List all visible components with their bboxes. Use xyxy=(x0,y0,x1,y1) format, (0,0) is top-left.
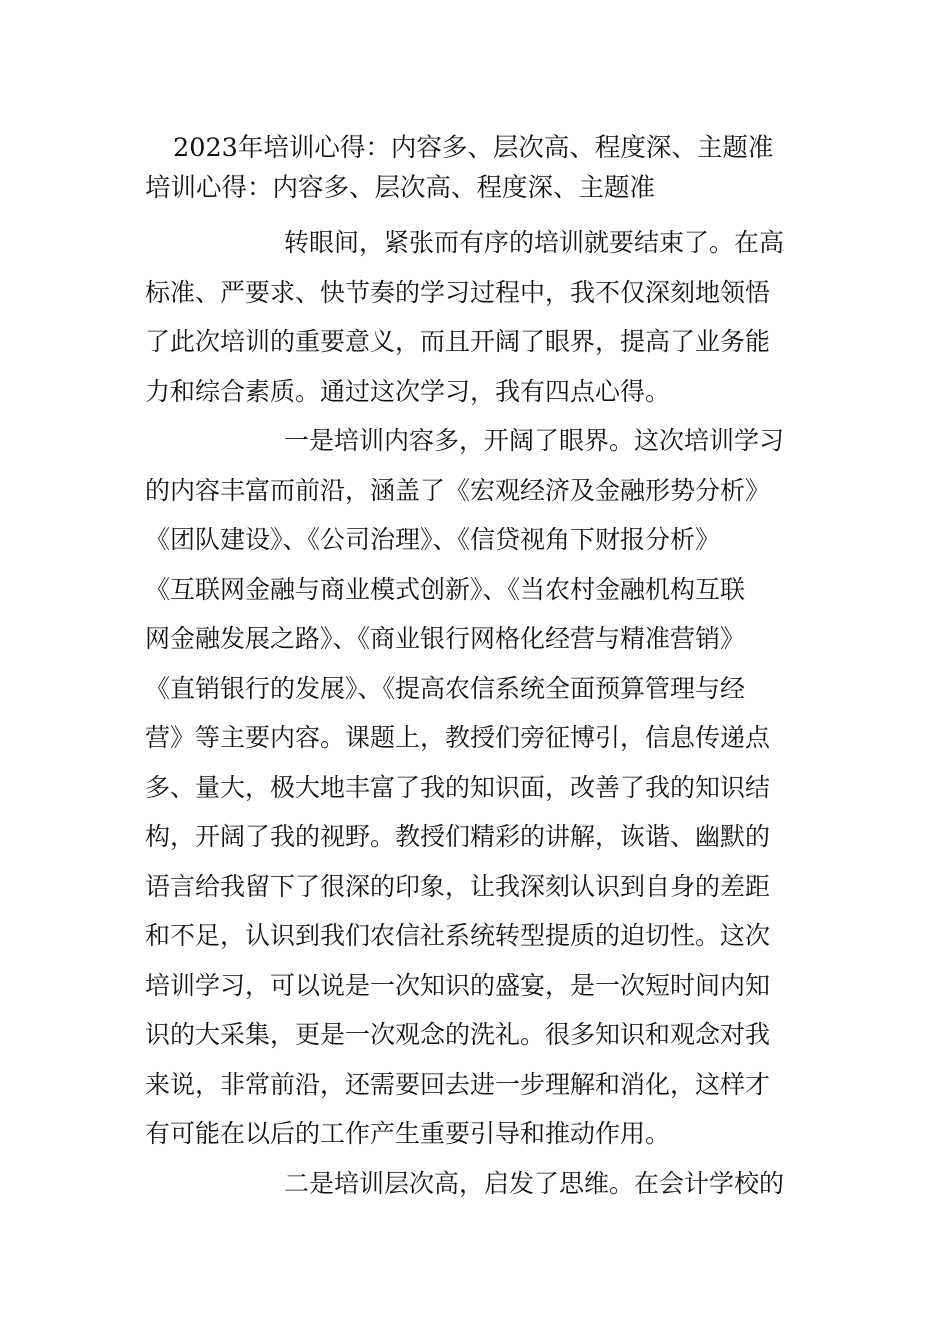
paragraph-line: 的内容丰富而前沿，涵盖了《宏观经济及金融形势分析》 xyxy=(145,475,771,505)
document-title: 2023年培训心得：内容多、层次高、程度深、主题准 xyxy=(173,133,774,163)
paragraph-line: 转眼间，紧张而有序的培训就要结束了。在高 xyxy=(284,228,785,257)
paragraph-line: 培训学习，可以说是一次知识的盛宴，是一次短时间内知 xyxy=(145,970,771,1000)
paragraph-line: 有可能在以后的工作产生重要引导和推动作用。 xyxy=(145,1119,671,1148)
paragraph-line: 来说，非常前沿，还需要回去进一步理解和消化，这样才 xyxy=(145,1069,771,1099)
paragraph-line: 构，开阔了我的视野。教授们精彩的讲解，诙谐、幽默的 xyxy=(145,822,771,851)
paragraph-point-two xyxy=(145,1159,809,1209)
paragraph-line: 《直销银行的发展》、《提高农信系统全面预算管理与经 xyxy=(145,673,746,703)
paragraph-line: 标准、严要求、快节奏的学习过程中，我不仅深刻地领悟 xyxy=(145,277,771,307)
paragraph-line: 《团队建设》、《公司治理》、《信贷视角下财报分析》 xyxy=(145,525,721,554)
document-subtitle: 培训心得：内容多、层次高、程度深、主题准 xyxy=(145,173,656,203)
paragraph-line: 和不足，认识到我们农信社系统转型提质的迫切性。这次 xyxy=(145,921,771,950)
paragraph-line: 力和综合素质。通过这次学习，我有四点心得。 xyxy=(145,376,671,406)
paragraph-line: 一是培训内容多，开阔了眼界。这次培训学习 xyxy=(284,426,785,455)
paragraph-line: 二是培训层次高，启发了思维。在会计学校的 xyxy=(284,1168,785,1198)
paragraph-line: 《互联网金融与商业模式创新》、《当农村金融机构互联 xyxy=(145,574,746,604)
paragraph-line: 网金融发展之路》、《商业银行网格化经营与精准营销》 xyxy=(145,624,746,653)
paragraph-point-one xyxy=(145,416,809,1159)
paragraph-line: 营》等主要内容。课题上，教授们旁征博引，信息传递点 xyxy=(145,723,771,752)
paragraph-line: 语言给我留下了很深的印象，让我深刻认识到自身的差距 xyxy=(145,871,771,901)
paragraph-line: 多、量大，极大地丰富了我的知识面，改善了我的知识结 xyxy=(145,772,771,802)
paragraph-line: 了此次培训的重要意义，而且开阔了眼界，提高了业务能 xyxy=(145,327,771,356)
paragraph-line: 识的大采集，更是一次观念的洗礼。很多知识和观念对我 xyxy=(145,1020,771,1049)
document-page xyxy=(145,128,809,1208)
paragraph-intro xyxy=(145,218,809,416)
